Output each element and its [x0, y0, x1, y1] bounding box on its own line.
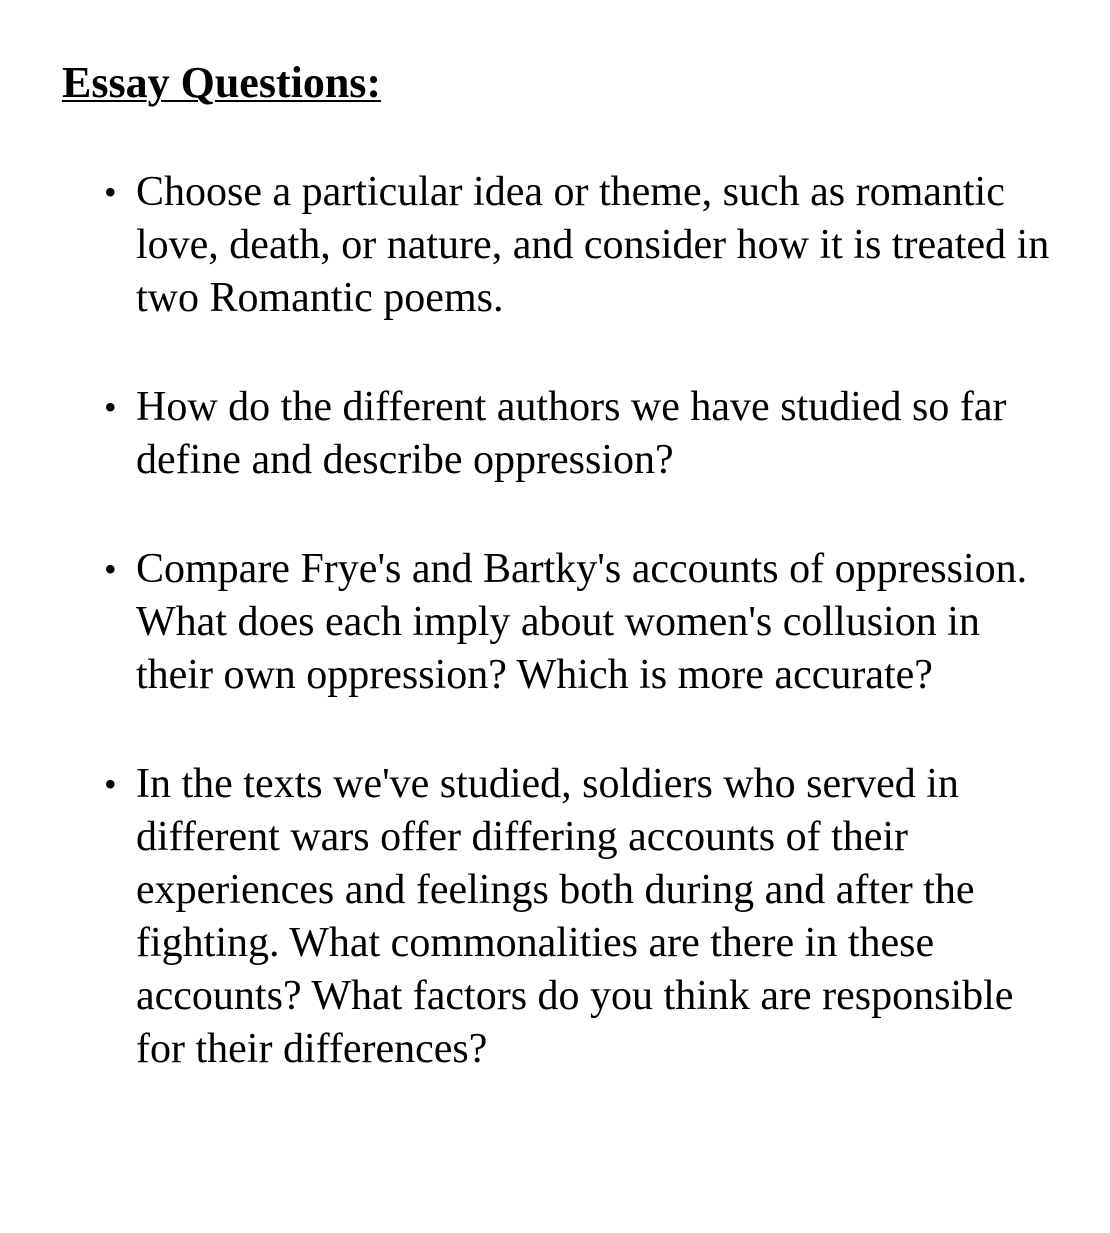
essay-question-item	[0, 758, 1110, 1076]
page-title: Essay Questions:	[62, 58, 382, 107]
essay-question-item	[0, 381, 1110, 487]
essay-question-item	[0, 543, 1110, 702]
essay-question-list	[0, 166, 1110, 1132]
question-text: How do the different authors we have studied so far define and describe oppression?	[136, 384, 1007, 483]
bullet-icon: •	[104, 764, 117, 804]
question-text: Compare Frye's and Bartky's accounts of oppression. What does each imply about women's collusion in their own oppression? Which is more accurate?	[136, 546, 1028, 698]
bullet-icon: •	[104, 172, 117, 212]
question-text: In the texts we've studied, soldiers who served in different wars offer differing accounts of their experiences and feelings both during and after the fighting. What commonalities are there in these accounts? What factors do you think are responsible for their differences?	[136, 761, 1014, 1072]
essay-question-item	[0, 166, 1110, 325]
question-text: Choose a particular idea or theme, such as romantic love, death, or nature, and consider how it is treated in two Romantic poems.	[136, 169, 1050, 321]
bullet-icon: •	[104, 549, 117, 589]
bullet-icon: •	[104, 387, 117, 427]
